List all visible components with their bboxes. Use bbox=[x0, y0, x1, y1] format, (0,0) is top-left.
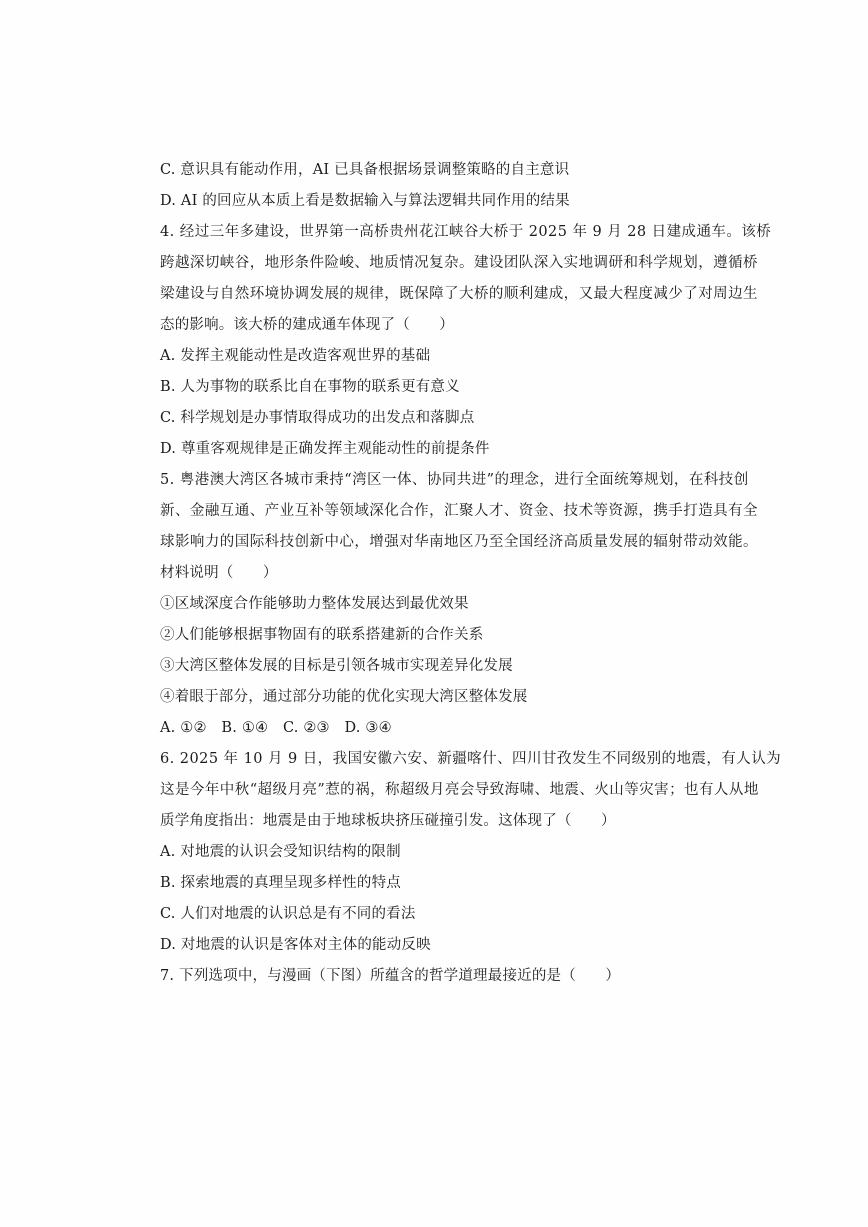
q5-stem-line-3: 球影响力的国际科技创新中心，增强对华南地区乃至全国经济高质量发展的辐射带动效能。 bbox=[160, 534, 758, 550]
q5-statement-1: ①区域深度合作能够助力整体发展达到最优效果 bbox=[160, 596, 469, 612]
q6-option-b: B. 探索地震的真理呈现多样性的特点 bbox=[160, 875, 401, 891]
q4-stem-line-2: 跨越深切峡谷，地形条件险峻、地质情况复杂。建设团队深入实地调研和科学规划，遵循桥 bbox=[160, 255, 758, 271]
q6-stem-line-1: 6. 2025 年 10 月 9 日，我国安徽六安、新疆喀什、四川甘孜发生不同级别的地震，有人认为 bbox=[160, 751, 782, 767]
q5-statement-2: ②人们能够根据事物固有的联系搭建新的合作关系 bbox=[160, 627, 484, 643]
q6-option-a: A. 对地震的认识会受知识结构的限制 bbox=[160, 844, 401, 860]
q6-stem-line-3: 质学角度指出：地震是由于地球板块挤压碰撞引发。这体现了（ ） bbox=[160, 813, 616, 829]
q7-stem: 7. 下列选项中，与漫画（下图）所蕴含的哲学道理最接近的是（ ） bbox=[160, 968, 621, 984]
q6-stem-line-2: 这是今年中秋“超级月亮”惹的祸，称超级月亮会导致海啸、地震、火山等灾害；也有人从地 bbox=[160, 782, 759, 798]
q6-option-c: C. 人们对地震的认识总是有不同的看法 bbox=[160, 906, 416, 922]
q4-option-b: B. 人为事物的联系比自在事物的联系更有意义 bbox=[160, 379, 460, 395]
q4-option-c: C. 科学规划是办事情取得成功的出发点和落脚点 bbox=[160, 410, 475, 426]
q3-option-d: D. AI 的回应从本质上看是数据输入与算法逻辑共同作用的结果 bbox=[160, 193, 570, 209]
q4-stem-line-1: 4. 经过三年多建设，世界第一高桥贵州花江峡谷大桥于 2025 年 9 月 28 日建成通车。该桥 bbox=[160, 224, 772, 240]
q4-option-a: A. 发挥主观能动性是改造客观世界的基础 bbox=[160, 348, 431, 364]
q5-statement-3: ③大湾区整体发展的目标是引领各城市实现差异化发展 bbox=[160, 658, 513, 674]
q4-stem-line-3: 梁建设与自然环境协调发展的规律，既保障了大桥的顺利建成，又最大程度减少了对周边生 bbox=[160, 286, 758, 302]
q5-answer-options: A. ①② B. ①④ C. ②③ D. ③④ bbox=[160, 720, 392, 736]
q5-stem-line-4: 材料说明（ ） bbox=[160, 565, 278, 581]
q5-stem-line-1: 5. 粤港澳大湾区各城市秉持“湾区一体、协同共进”的理念，进行全面统筹规划，在科技创 bbox=[160, 472, 749, 488]
q4-stem-line-4: 态的影响。该大桥的建成通车体现了（ ） bbox=[160, 317, 454, 333]
q6-option-d: D. 对地震的认识是客体对主体的能动反映 bbox=[160, 937, 431, 953]
q4-option-d: D. 尊重客观规律是正确发挥主观能动性的前提条件 bbox=[160, 441, 490, 457]
q5-stem-line-2: 新、金融互通、产业互补等领域深化合作，汇聚人才、资金、技术等资源，携手打造具有全 bbox=[160, 503, 758, 519]
q3-option-c: C. 意识具有能动作用，AI 已具备根据场景调整策略的自主意识 bbox=[160, 162, 570, 178]
q5-statement-4: ④着眼于部分，通过部分功能的优化实现大湾区整体发展 bbox=[160, 689, 528, 705]
